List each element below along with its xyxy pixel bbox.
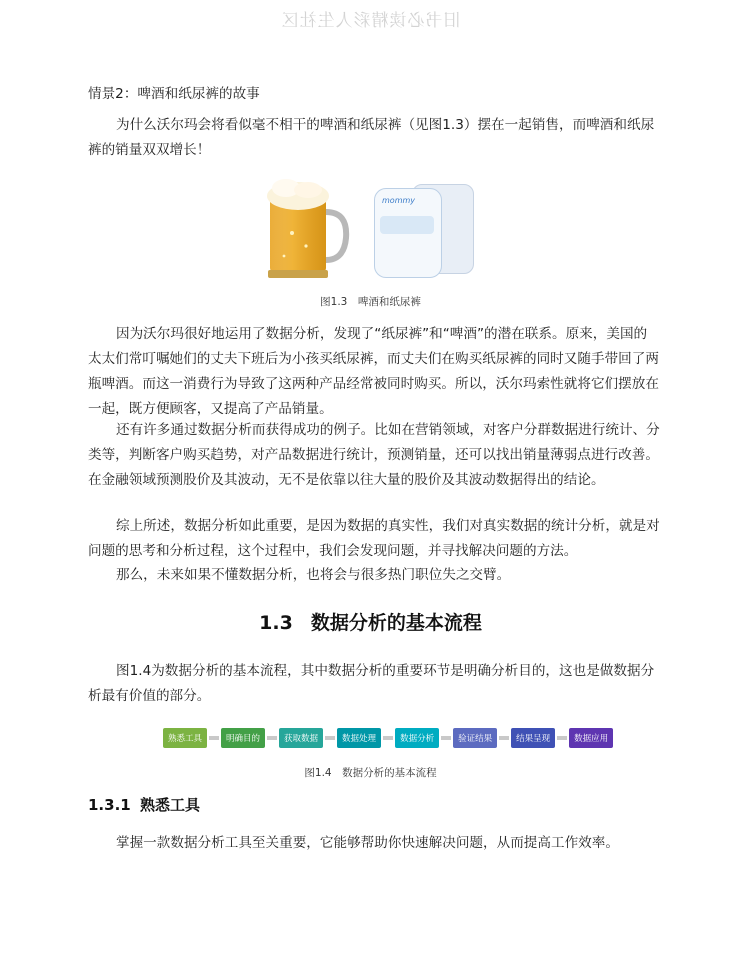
subsection-heading-1-3-1 [88, 794, 200, 815]
figure-1-4-caption: 图1.4 数据分析的基本流程 [304, 767, 437, 779]
flow-connector [441, 736, 451, 740]
flow-connector [209, 736, 219, 740]
diaper-pack-illustration [374, 182, 474, 278]
flow-connector [267, 736, 277, 740]
flow-step: 获取数据 [279, 728, 323, 748]
flow-step: 数据分析 [395, 728, 439, 748]
scenario-question: 为什么沃尔玛会将看似毫不相干的啤酒和纸尿裤（见图1.3）摆在一起销售，而啤酒和纸尿裤的销量双双增长！ [88, 117, 655, 158]
flow-connector [325, 736, 335, 740]
beer-mug-illustration [262, 178, 352, 280]
paragraph-summary: 综上所述，数据分析如此重要，是因为数据的真实性，我们对真实数据的统计分析，就是对问题的思考和分析过程，这个过程中，我们会发现问题，并寻找解决问题的方法。 [88, 518, 660, 559]
subsection-number: 1.3.1 [88, 796, 131, 814]
flow-step: 数据处理 [337, 728, 381, 748]
section-number: 1.3 [259, 612, 293, 634]
figure-1-3-caption: 图1.3 啤酒和纸尿裤 [320, 296, 421, 308]
diaper-brand-label: mommy [382, 196, 416, 205]
section-heading-1-3 [0, 608, 741, 635]
section-title: 数据分析的基本流程 [310, 612, 482, 634]
flow-connector [499, 736, 509, 740]
scenario-title: 情景2：啤酒和纸尿裤的故事 [88, 86, 260, 102]
section-intro: 图1.4为数据分析的基本流程，其中数据分析的重要环节是明确分析目的，这也是做数据分析最有价值的部分。 [88, 663, 655, 704]
flow-step: 验证结果 [453, 728, 497, 748]
flow-step: 熟悉工具 [163, 728, 207, 748]
process-flow-diagram [163, 725, 609, 751]
flow-step: 明确目的 [221, 728, 265, 748]
flow-connector [557, 736, 567, 740]
bleed-through-text: 旧书必读精彩人生社区 [280, 11, 461, 31]
flow-connector [383, 736, 393, 740]
subsection-body: 掌握一款数据分析工具至关重要，它能够帮助你快速解决问题，从而提高工作效率。 [116, 835, 619, 851]
subsection-title: 熟悉工具 [140, 796, 201, 814]
paragraph-walmart: 因为沃尔玛很好地运用了数据分析，发现了“纸尿裤”和“啤酒”的潜在联系。原来，美国的太太们常叮嘱她们的丈夫下班后为小孩买纸尿裤，而丈夫们在购买纸尿裤的同时又随手带回了两瓶啤酒。而这一消费行为导致了这两种产品经常被同时购买。所以，沃尔玛索性就将它们摆放在一起，既方便顾客，又提高了产品销量。 [88, 326, 659, 417]
paragraph-conclusion: 那么，未来如果不懂数据分析，也将会与很多热门职位失之交臂。 [116, 567, 511, 583]
flow-step: 数据应用 [569, 728, 613, 748]
paragraph-examples: 还有许多通过数据分析而获得成功的例子。比如在营销领域，对客户分群数据进行统计、分类等，判断客户购买趋势，对产品数据进行统计，预测销量，还可以找出销量薄弱点进行改善。在金融领域预测股价及其波动，无不是依靠以往大量的股价及其波动数据得出的结论。 [88, 422, 660, 488]
figure-beer-and-diapers [262, 178, 480, 282]
flow-step: 结果呈现 [511, 728, 555, 748]
